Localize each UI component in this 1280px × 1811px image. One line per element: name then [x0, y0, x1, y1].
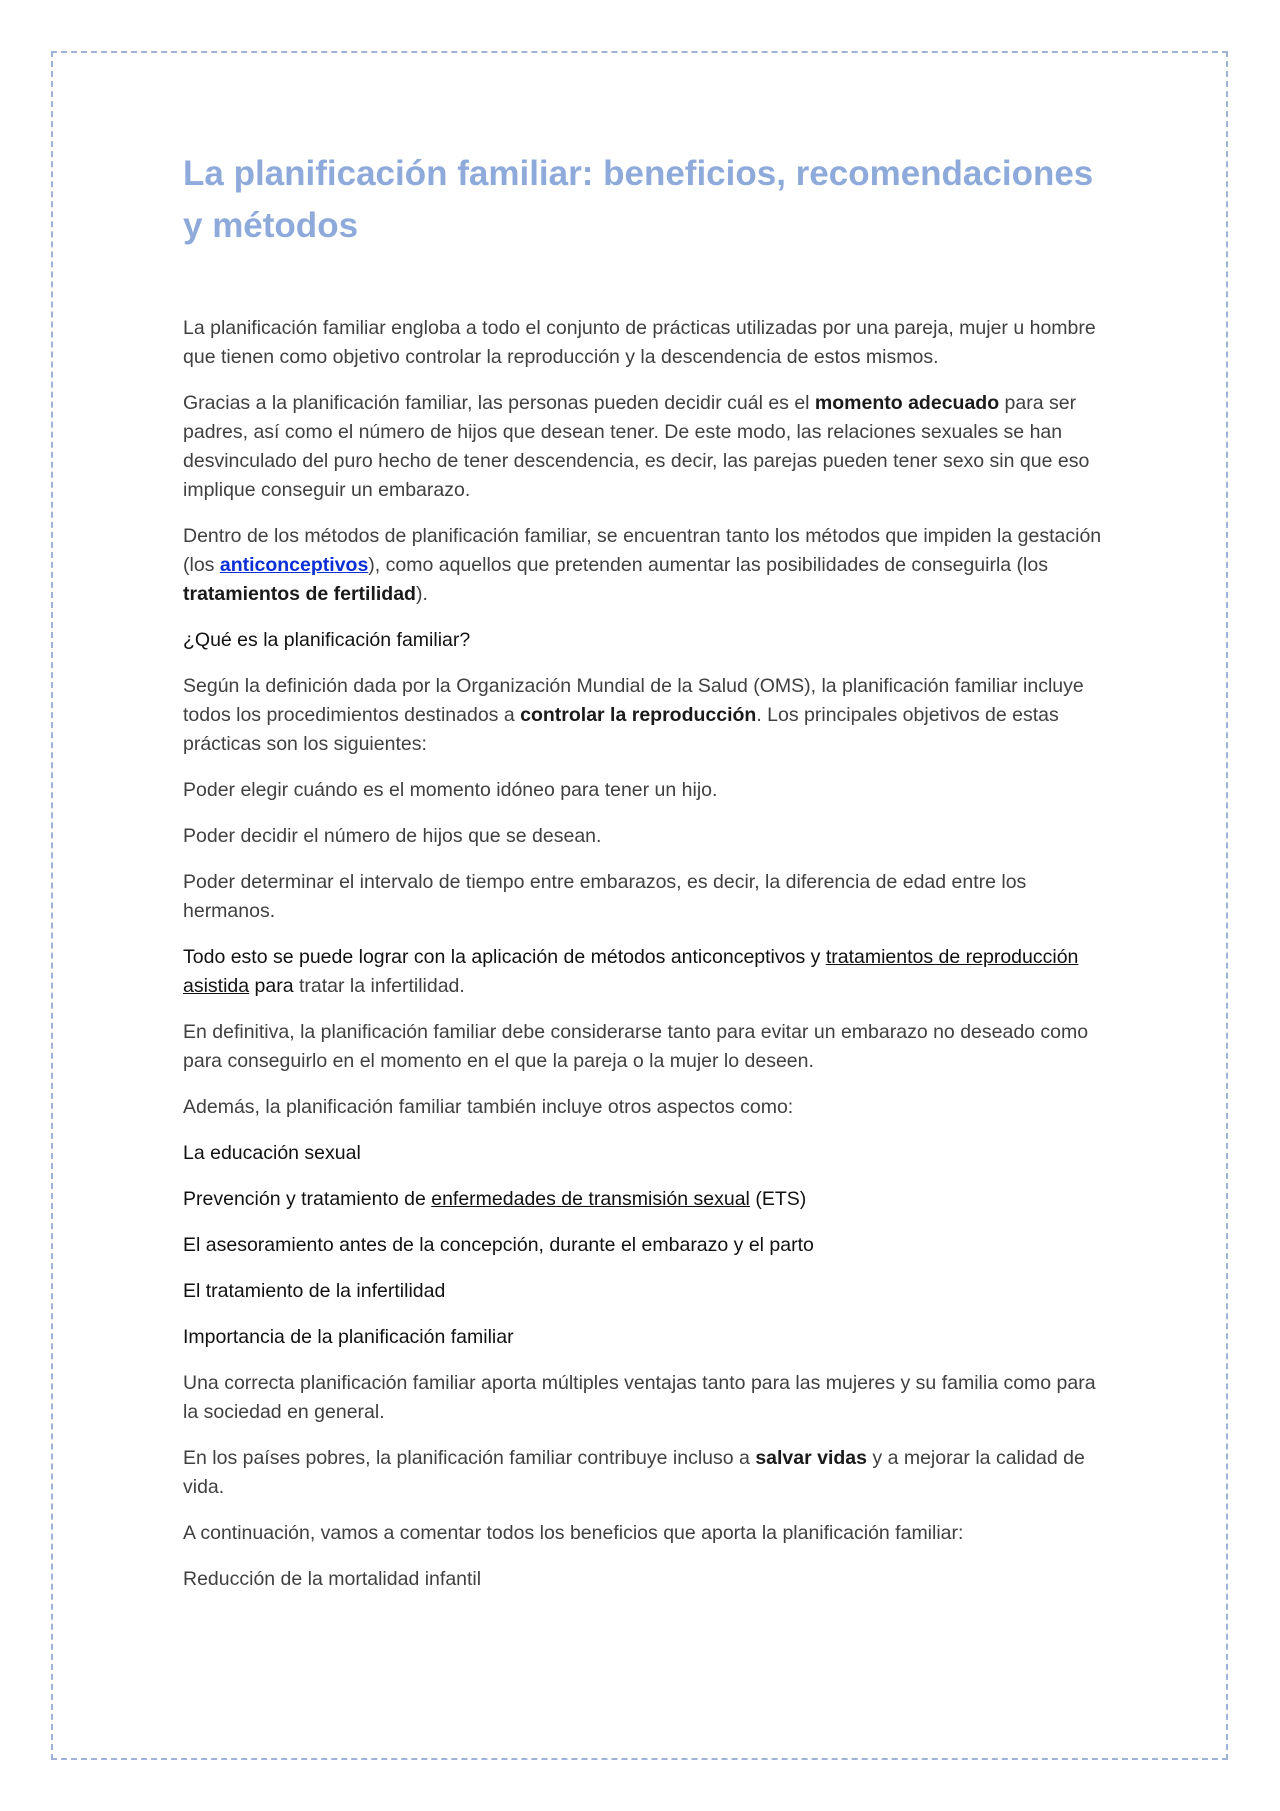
- paragraph-text: En los países pobres, la planificación familiar contribuye incluso a: [183, 1447, 756, 1469]
- section-heading-what-is: ¿Qué es la planificación familiar?: [183, 629, 471, 651]
- paragraph-assisted-reproduction: [183, 943, 1103, 1001]
- paragraph-text: para ser padres, así como el número de hijos que desean tener. De este modo, las relaciones sexuales se han desvinculado del puro hecho de tener descendencia, es decir, las parejas pueden tener sexo sin que eso implique conseguir un embarazo.: [183, 392, 1090, 501]
- aspect-item-4: El tratamiento de la infertilidad: [183, 1280, 446, 1302]
- paragraph-text: Según la definición dada por la Organización Mundial de la Salud (OMS), la planificación familiar incluye todos los procedimientos destinados a: [183, 675, 1084, 726]
- reproduccion-asistida-link[interactable]: tratamientos de reproducción asistida: [183, 946, 1079, 997]
- ets-link[interactable]: enfermedades de transmisión sexual: [431, 1188, 750, 1210]
- paragraph-intro: La planificación familiar engloba a todo el conjunto de prácticas utilizadas por una pareja, mujer u hombre que tienen como objetivo controlar la reproducción y la descendencia de estos mismos.: [183, 317, 1096, 368]
- paragraph-text: Prevención y tratamiento de: [183, 1188, 432, 1210]
- paragraph-text: (ETS): [749, 1188, 807, 1210]
- section-heading-importance: Importancia de la planificación familiar: [183, 1326, 514, 1348]
- paragraph-text: . Los principales objetivos de estas prácticas son los siguientes:: [183, 704, 1059, 755]
- paragraph-text: ).: [415, 583, 428, 605]
- paragraph-methods: [183, 522, 1103, 609]
- paragraph-text: ), como aquellos que pretenden aumentar las posibilidades de conseguirla (los: [368, 554, 1048, 576]
- bold-text: salvar vidas: [755, 1447, 867, 1469]
- section-heading-mortality: Reducción de la mortalidad infantil: [183, 1568, 482, 1590]
- objective-item-2: Poder decidir el número de hijos que se desean.: [183, 825, 602, 847]
- paragraph-text: Dentro de los métodos de planificación familiar, se encuentran tanto los métodos que impiden la gestación (los: [183, 525, 1102, 576]
- aspect-item-1: La educación sexual: [183, 1142, 361, 1164]
- aspect-item-2: [183, 1185, 1103, 1214]
- paragraph-text: Gracias a la planificación familiar, las personas pueden decidir cuál es el: [183, 392, 815, 414]
- paragraph-text: tratar la infertilidad.: [293, 975, 465, 997]
- paragraph-text: y a mejorar la calidad de vida.: [183, 1447, 1085, 1498]
- paragraph-benefits: [183, 389, 1103, 505]
- objective-item-3: Poder determinar el intervalo de tiempo entre embarazos, es decir, la diferencia de edad entre los hermanos.: [183, 871, 1027, 922]
- objective-item-1: Poder elegir cuándo es el momento idóneo para tener un hijo.: [183, 779, 718, 801]
- document-body: [183, 148, 1103, 1611]
- paragraph-text: para: [249, 975, 294, 997]
- bold-text: tratamientos de fertilidad: [183, 583, 416, 605]
- paragraph-oms-definition: [183, 672, 1103, 759]
- paragraph-advantages: Una correcta planificación familiar aporta múltiples ventajas tanto para las mujeres y su familia como para la sociedad en general.: [183, 1372, 1096, 1423]
- paragraph-conclusion: En definitiva, la planificación familiar debe considerarse tanto para evitar un embarazo no deseado como para conseguirlo en el momento en el que la pareja o la mujer lo deseen.: [183, 1021, 1089, 1072]
- paragraph-text: Todo esto se puede lograr con la aplicación de métodos anticonceptivos y: [183, 946, 826, 968]
- bold-text: momento adecuado: [814, 392, 1000, 414]
- bold-text: controlar la reproducción: [520, 704, 757, 726]
- aspect-item-3: El asesoramiento antes de la concepción, durante el embarazo y el parto: [183, 1234, 814, 1256]
- paragraph-benefits-intro: A continuación, vamos a comentar todos los beneficios que aporta la planificación familiar:: [183, 1522, 964, 1544]
- paragraph-save-lives: [183, 1444, 1103, 1502]
- paragraph-other-aspects: Además, la planificación familiar también incluye otros aspectos como:: [183, 1096, 794, 1118]
- document-title: La planificación familiar: beneficios, recomendaciones y métodos: [183, 154, 1094, 245]
- anticonceptivos-link[interactable]: anticonceptivos: [219, 554, 369, 576]
